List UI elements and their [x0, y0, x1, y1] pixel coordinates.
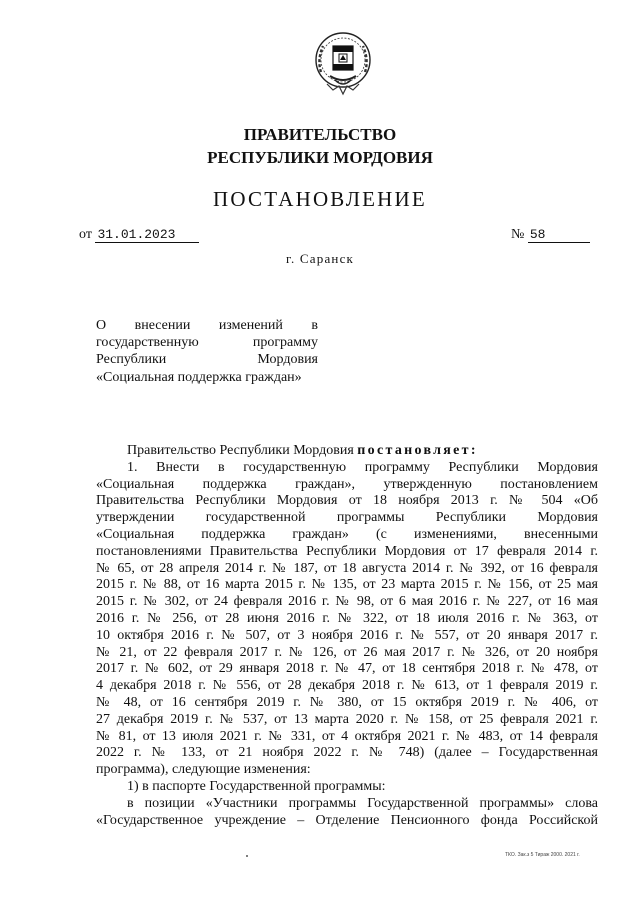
- document-type-title: ПОСТАНОВЛЕНИЕ: [213, 187, 427, 211]
- government-title-line1: ПРАВИТЕЛЬСТВО: [243, 125, 397, 144]
- body-line: Правительства Республики Мордовия от 18 ноября 2013 г. № 504 «Об: [96, 493, 598, 509]
- body-line: «Социальная поддержка граждан», утвержденную постановлением: [96, 476, 598, 492]
- print-code: ТКО. Зак.з 5 Тираж 2000. 2021 г.: [505, 852, 580, 858]
- document-date: [79, 226, 199, 244]
- subject-line: О внесении изменений в: [96, 318, 318, 333]
- body-line: в позиции «Участники программы Государственной программы» слова: [127, 795, 598, 811]
- body-line: 27 декабря 2019 г. № 537, от 13 марта 2020 г. № 158, от 25 февраля 2021 г.: [96, 711, 598, 727]
- body-line: 2017 г. № 602, от 29 января 2018 г. № 47, от 18 сентября 2018 г. № 478, от: [96, 661, 598, 677]
- body-intro-text: Правительство Республики Мордовия: [127, 443, 358, 458]
- document-number: [511, 226, 590, 244]
- body-line: 10 октября 2016 г. № 507, от 3 ноября 2016 г. № 557, от 20 января 2017 г.: [96, 627, 598, 643]
- body-line: № 65, от 28 апреля 2014 г. № 187, от 18 августа 2014 г. № 392, от 16 февраля: [96, 560, 598, 576]
- body-line: 2015 г. № 88, от 16 марта 2015 г. № 135, от 23 марта 2015 г. № 156, от 25 мая: [96, 577, 598, 593]
- subject-line: «Социальная поддержка граждан»: [96, 369, 302, 385]
- body-line: 1. Внести в государственную программу Республики Мордовия: [127, 459, 598, 475]
- body-line: «Государственное учреждение – Отделение Пенсионного фонда Российской: [96, 812, 598, 828]
- footer-dot: [246, 855, 248, 857]
- document-body: [96, 443, 598, 829]
- date-value: 31.01.2023: [95, 227, 199, 243]
- government-title-line2: РЕСПУБЛИКИ МОРДОВИЯ: [207, 148, 433, 167]
- body-line: 1) в паспорте Государственной программы:: [127, 778, 386, 794]
- subject-line: государственную программу: [96, 335, 318, 351]
- body-line: 2022 г. № 133, от 21 ноября 2022 г. № 748) (далее – Государственная: [96, 745, 598, 761]
- number-prefix: №: [511, 227, 525, 242]
- decree-word: постановляет:: [357, 443, 478, 458]
- body-line: утверждении государственной программы Республики Мордовия: [96, 510, 598, 526]
- body-line: программа), следующие изменения:: [96, 762, 311, 778]
- body-line: 4 декабря 2018 г. № 556, от 28 декабря 2018 г. № 613, от 1 февраля 2019 г.: [96, 678, 598, 694]
- body-line: 2016 г. № 256, от 28 июня 2016 г. № 322, от 18 июля 2016 г. № 363, от: [96, 610, 598, 626]
- subject-line: Республики Мордовия: [96, 352, 318, 368]
- body-line: № 81, от 13 июля 2021 г. № 331, от 4 октября 2021 г. № 483, от 14 февраля: [96, 728, 598, 744]
- date-prefix: от: [79, 227, 92, 242]
- number-value: 58: [528, 227, 590, 243]
- body-line: № 21, от 22 февраля 2017 г. № 126, от 26 мая 2017 г. № 326, от 20 ноября: [96, 644, 598, 660]
- city-name: г. Саранск: [285, 251, 355, 266]
- body-line: № 48, от 16 сентября 2019 г. № 380, от 15 октября 2019 г. № 406, от: [96, 694, 598, 710]
- body-line: постановлениями Правительства Республики Мордовия от 17 февраля 2014 г.: [96, 543, 598, 559]
- document-subject: [96, 317, 318, 386]
- body-line: 2015 г. № 302, от 24 февраля 2016 г. № 98, от 6 мая 2016 г. № 227, от 16 мая: [96, 594, 598, 610]
- body-intro: [96, 443, 598, 460]
- body-line: «Социальная поддержка граждан» (с изменениями, внесенными: [96, 526, 598, 542]
- coat-of-arms-icon: [313, 30, 373, 102]
